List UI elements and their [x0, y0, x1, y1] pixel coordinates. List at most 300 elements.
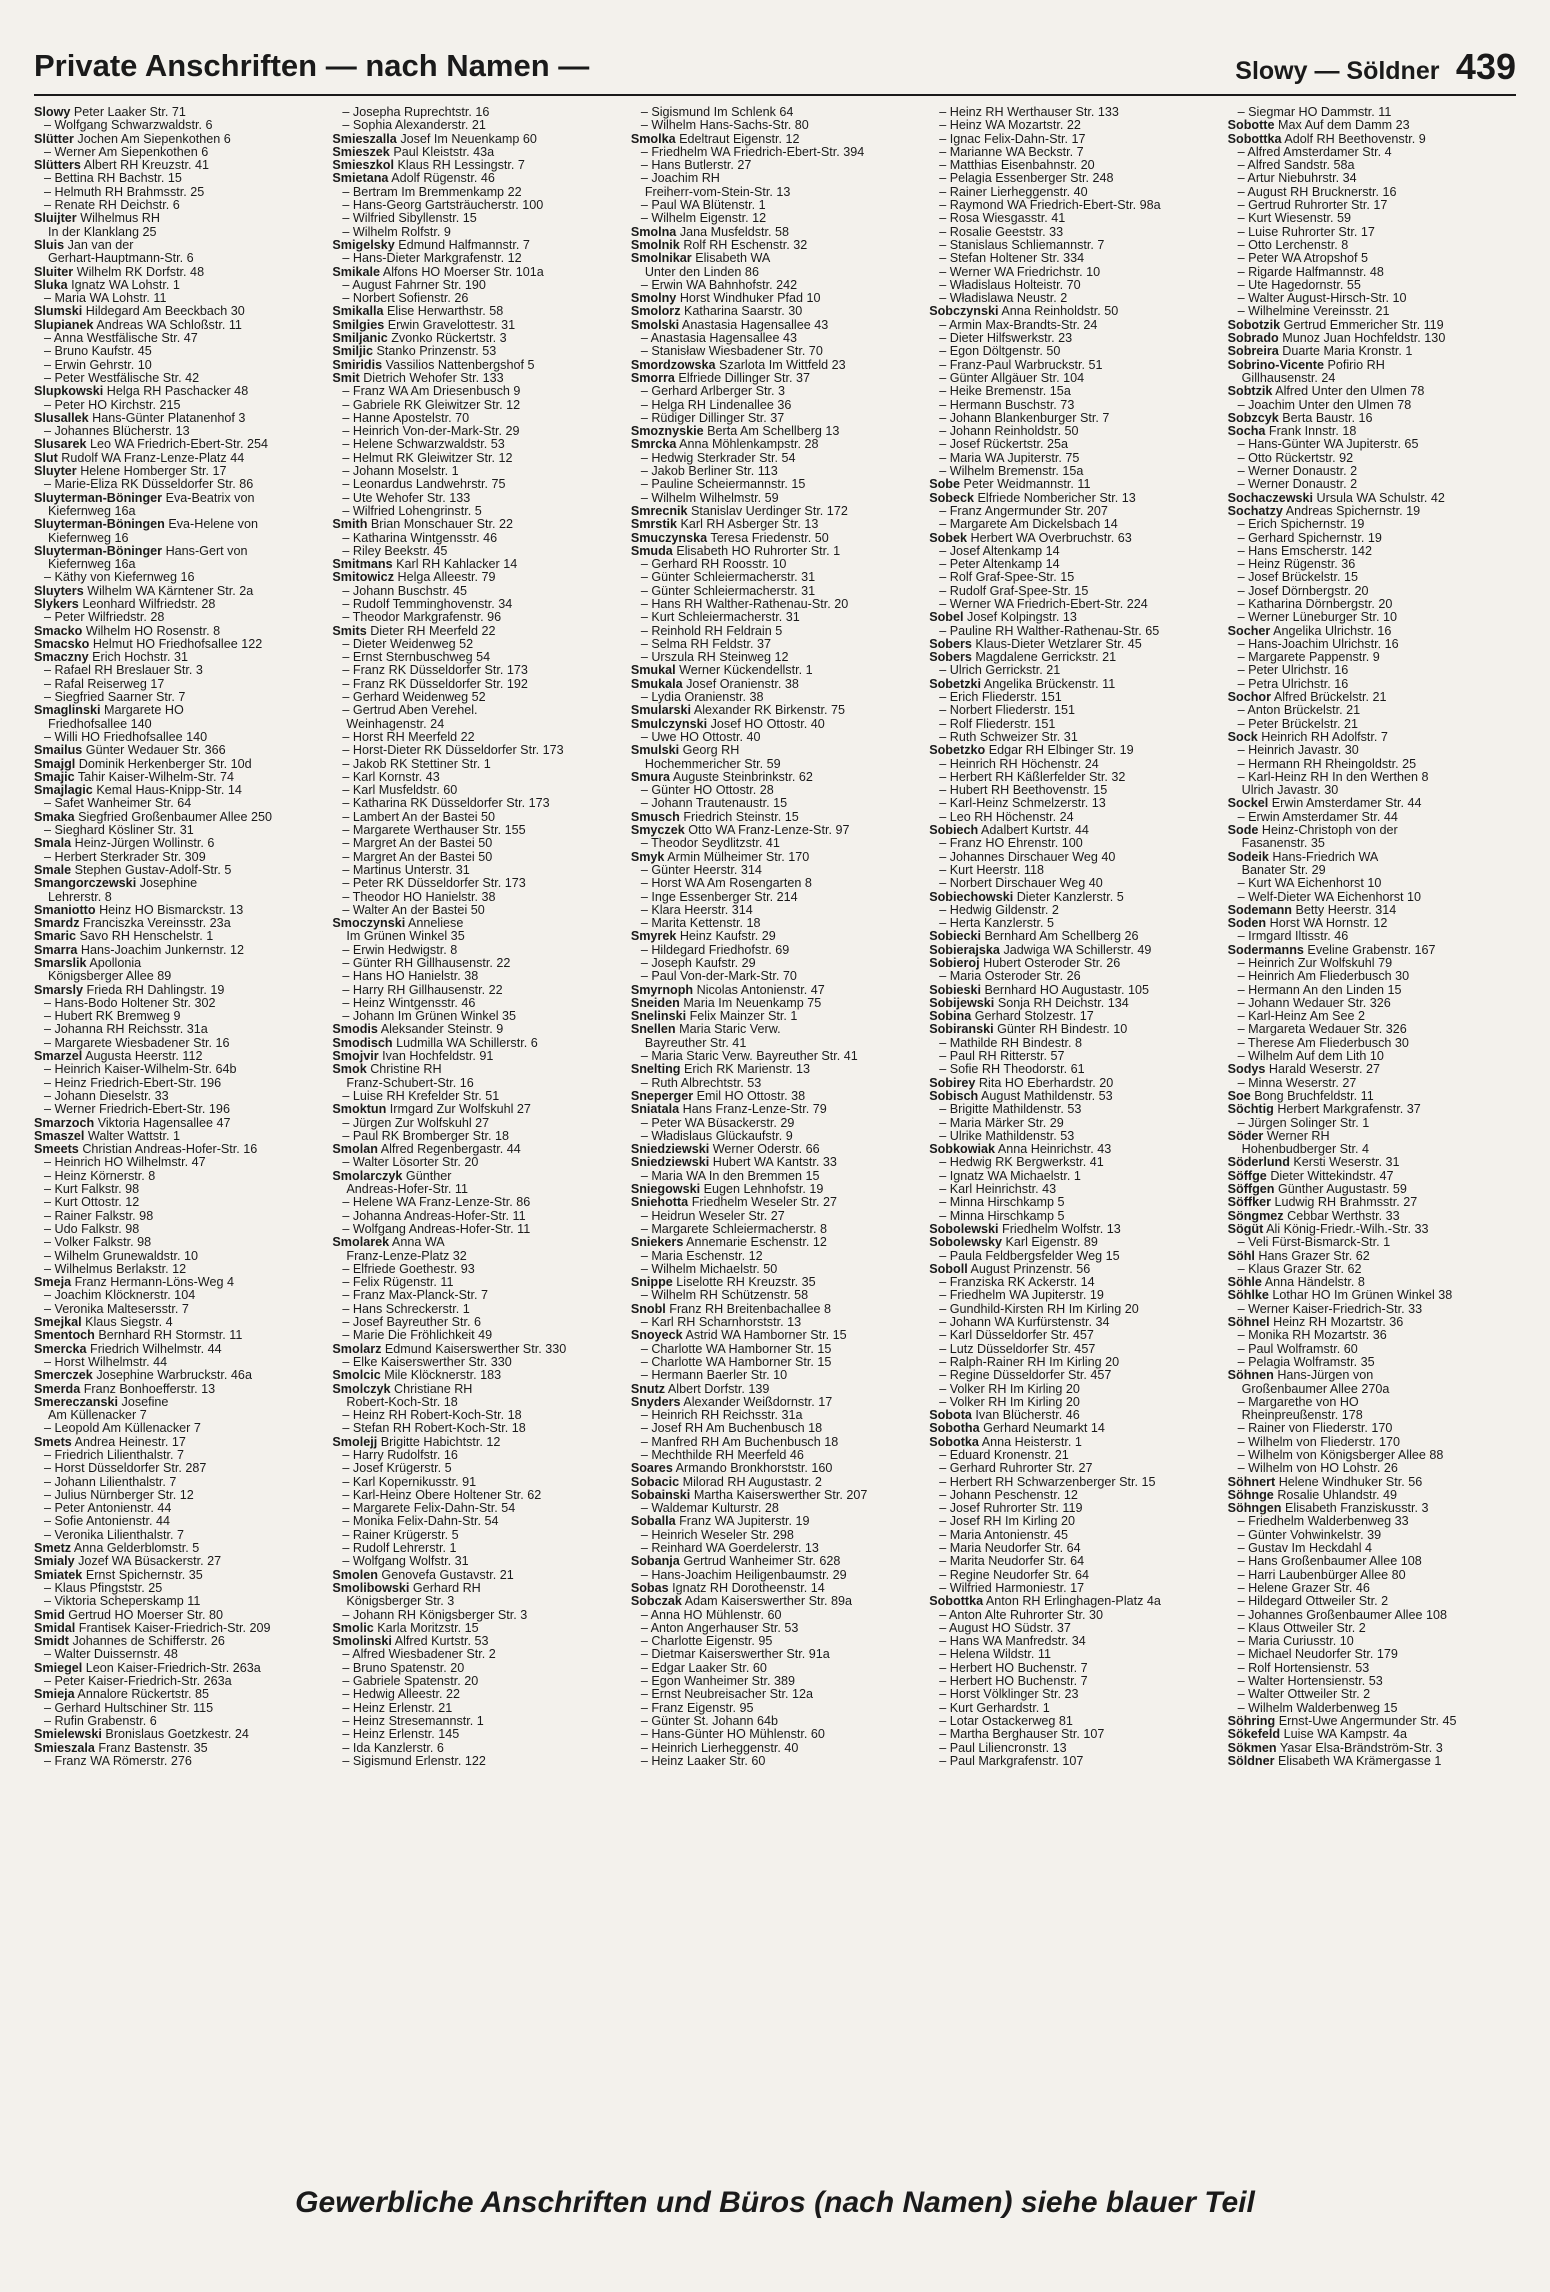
directory-entry — [332, 319, 620, 332]
directory-entry — [34, 385, 322, 398]
entry-text: – Joachim Klöcknerstr. 104 — [44, 1289, 196, 1303]
directory-entry — [1228, 1648, 1516, 1661]
entry-text: – Dieter Hilfswerkstr. 23 — [939, 332, 1073, 346]
surname: Sluiter — [34, 265, 74, 279]
column-4 — [929, 106, 1217, 2166]
surname: Sochor — [1227, 691, 1272, 705]
directory-entry — [332, 1303, 620, 1316]
directory-entry — [34, 691, 322, 704]
entry-text: – Kurt Heerstr. 118 — [939, 863, 1044, 877]
entry-text: – Leopold Am Küllenacker 7 — [44, 1422, 201, 1436]
entry-text: – Walter Ottweiler Str. 2 — [1237, 1688, 1371, 1702]
entry-text: Adolf Rügenstr. 46 — [391, 172, 495, 186]
directory-entry — [1228, 133, 1516, 146]
directory-entry — [1228, 226, 1516, 239]
directory-entry — [929, 784, 1217, 797]
entry-text: – Elke Kaiserswerther Str. 330 — [342, 1355, 512, 1369]
directory-entry — [34, 1050, 322, 1063]
entry-text: – Maria Curiusstr. 10 — [1237, 1635, 1354, 1649]
directory-entry — [34, 1542, 322, 1555]
entry-text: – Mechthilde RH Meerfeld 46 — [640, 1448, 804, 1462]
entry-text: – Wilhelm Grunewaldstr. 10 — [44, 1249, 198, 1263]
directory-entry — [34, 1343, 322, 1356]
directory-entry — [1228, 252, 1516, 265]
surname: Smarzoch — [34, 1116, 95, 1130]
entry-text: – Paula Feldbergsfelder Weg 15 — [939, 1249, 1120, 1263]
entry-text: Adolf RH Beethovenstr. 9 — [1284, 132, 1426, 146]
entry-text: – Hubert RK Bremweg 9 — [44, 1010, 181, 1024]
directory-entry — [631, 1196, 919, 1209]
directory-entry — [332, 146, 620, 159]
directory-entry — [929, 292, 1217, 305]
directory-entry — [929, 558, 1217, 571]
entry-text: – Franz HO Ehrenstr. 100 — [939, 837, 1083, 851]
directory-entry — [631, 438, 919, 451]
directory-entry — [34, 891, 322, 904]
entry-text: Anna WA — [391, 1236, 445, 1250]
entry-text: Franz Bonhoefferstr. 13 — [83, 1382, 216, 1396]
entry-text: Hans-Gert von — [165, 544, 248, 558]
surname: Sodermanns — [1227, 943, 1304, 957]
surname: Smolen — [332, 1568, 378, 1582]
directory-entry — [929, 1396, 1217, 1409]
directory-entry — [631, 146, 919, 159]
entry-text: – Gertrud Aben Verehel. — [342, 704, 478, 718]
directory-entry — [332, 811, 620, 824]
directory-entry — [332, 970, 620, 983]
entry-text: – Ulrich Gerrickstr. 21 — [939, 664, 1061, 678]
entry-text: – Rainer Krügerstr. 5 — [342, 1528, 459, 1542]
directory-entry — [1228, 106, 1516, 119]
entry-text: – Hildegard Friedhofstr. 69 — [640, 943, 790, 957]
entry-text: – Władislaus Holteistr. 70 — [939, 278, 1081, 292]
directory-entry — [631, 212, 919, 225]
directory-entry — [929, 1422, 1217, 1435]
directory-entry — [631, 930, 919, 943]
directory-entry — [929, 851, 1217, 864]
directory-entry — [1228, 332, 1516, 345]
directory-entry — [929, 691, 1217, 704]
directory-entry — [332, 585, 620, 598]
directory-entry — [332, 1462, 620, 1475]
entry-text: Ursula WA Schulstr. 42 — [1316, 491, 1445, 505]
entry-text: – Michael Neudorfer Str. 179 — [1237, 1648, 1398, 1662]
entry-text: Cebbar Werthstr. 33 — [1287, 1209, 1400, 1223]
directory-entry — [929, 305, 1217, 318]
directory-entry — [1228, 1622, 1516, 1635]
entry-text: Martha Kaiserswerther Str. 207 — [693, 1488, 868, 1502]
entry-text: Josefine — [121, 1395, 169, 1409]
entry-text: – Hans-Günter HO Mühlenstr. 60 — [640, 1728, 825, 1742]
entry-text: Stanislav Uerdinger Str. 172 — [691, 504, 848, 518]
surname: Sockel — [1227, 797, 1269, 811]
directory-entry — [1228, 718, 1516, 731]
directory-entry — [332, 1090, 620, 1103]
entry-text: Anna Gelderblomstr. 5 — [73, 1542, 200, 1556]
entry-text: – Günter Heerstr. 314 — [640, 863, 762, 877]
surname: Smyrnoph — [630, 983, 694, 997]
entry-text: – Erwin Gehrstr. 10 — [44, 358, 152, 372]
directory-entry — [34, 465, 322, 478]
surname: Sobainski — [630, 1488, 691, 1502]
directory-entry — [631, 877, 919, 890]
entry-text: – Johann Wedauer Str. 326 — [1237, 996, 1391, 1010]
entry-text: – Bruno Kaufstr. 45 — [44, 345, 152, 359]
entry-text: Annalore Rückertstr. 85 — [77, 1688, 210, 1702]
directory-entry — [332, 186, 620, 199]
directory-entry — [34, 598, 322, 611]
directory-entry — [631, 478, 919, 491]
entry-text: – Helene WA Franz-Lenze-Str. 86 — [342, 1196, 531, 1210]
page-header — [34, 30, 1516, 96]
directory-entry — [332, 930, 620, 943]
entry-text: – Johann Im Grünen Winkel 35 — [342, 1010, 517, 1024]
directory-entry — [631, 1422, 919, 1435]
entry-text: – Karl Musfeldstr. 60 — [342, 784, 458, 798]
directory-entry — [631, 784, 919, 797]
directory-entry — [1228, 518, 1516, 531]
entry-text: Unter den Linden 86 — [644, 265, 759, 279]
entry-text: – Sigismund Im Schlenk 64 — [640, 106, 794, 119]
surname: Smieszala — [34, 1741, 95, 1755]
entry-text: – Norbert Dirschauer Weg 40 — [939, 877, 1103, 891]
entry-text: – Hans Schreckerstr. 1 — [342, 1302, 470, 1316]
surname: Sobiechowski — [929, 890, 1014, 904]
directory-entry — [631, 1303, 919, 1316]
entry-text: – Kurt Ottostr. 12 — [44, 1196, 140, 1210]
directory-entry — [1228, 1409, 1516, 1422]
directory-entry — [34, 1755, 322, 1768]
surname: Smolarek — [332, 1236, 390, 1250]
directory-entry — [34, 146, 322, 159]
directory-entry — [1228, 1755, 1516, 1768]
entry-text: – Theodor HO Hanielstr. 38 — [342, 890, 496, 904]
directory-entry — [929, 797, 1217, 810]
page-title: Private Anschriften — nach Namen — — [34, 48, 590, 83]
directory-entry — [34, 984, 322, 997]
entry-text: Josephine — [139, 877, 198, 891]
directory-entry — [332, 877, 620, 890]
entry-text: Angelika Ulrichstr. 16 — [1273, 624, 1392, 638]
directory-entry — [34, 252, 322, 265]
entry-text: Bernhard HO Augustastr. 105 — [984, 983, 1150, 997]
directory-entry — [929, 359, 1217, 372]
directory-entry — [332, 1289, 620, 1302]
entry-text: – Wilhelm Hans-Sachs-Str. 80 — [640, 119, 809, 133]
entry-text: – Peter Westfälische Str. 42 — [44, 371, 200, 385]
directory-entry — [332, 1103, 620, 1116]
entry-text: Brigitte Habichtstr. 12 — [380, 1435, 501, 1449]
directory-entry — [34, 1329, 322, 1342]
entry-text: Anneliese — [408, 917, 464, 931]
directory-entry — [34, 1555, 322, 1568]
directory-entry — [1228, 1502, 1516, 1515]
entry-text: Magdalene Gerrickstr. 21 — [975, 651, 1117, 665]
surname: Sochatzy — [1227, 504, 1283, 518]
entry-text: Herbert WA Overbruchstr. 63 — [970, 531, 1132, 545]
entry-text: – Wilhelm Auf dem Lith 10 — [1237, 1050, 1384, 1064]
entry-text: Erwin Amsterdamer Str. 44 — [1271, 797, 1422, 811]
directory-entry — [34, 797, 322, 810]
entry-text: – Walter Hortensienstr. 53 — [1237, 1675, 1383, 1689]
entry-text: – Kurt Wiesenstr. 59 — [1237, 212, 1352, 226]
surname: Sodeik — [1227, 850, 1269, 864]
directory-entry — [332, 1742, 620, 1755]
directory-entry — [34, 345, 322, 358]
directory-entry — [631, 226, 919, 239]
entry-text: – Waldemar Kulturstr. 28 — [640, 1502, 779, 1516]
directory-entry — [34, 1728, 322, 1741]
directory-entry — [34, 532, 322, 545]
entry-text: Jan van der — [67, 238, 134, 252]
directory-entry — [1228, 1462, 1516, 1475]
directory-entry — [929, 1622, 1217, 1635]
directory-entry — [332, 1635, 620, 1648]
directory-entry — [34, 212, 322, 225]
directory-entry — [1228, 438, 1516, 451]
directory-entry — [34, 239, 322, 252]
directory-entry — [34, 159, 322, 172]
entry-text: – Wilhelm Eigenstr. 12 — [640, 212, 767, 226]
directory-entry — [332, 266, 620, 279]
entry-text: – Paul RK Bromberger Str. 18 — [342, 1129, 510, 1143]
entry-text: – Hedwig Sterkrader Str. 54 — [640, 451, 796, 465]
directory-entry — [631, 385, 919, 398]
directory-entry — [332, 1755, 620, 1768]
directory-entry — [1228, 837, 1516, 850]
surname: Sobzcyk — [1227, 411, 1279, 425]
entry-text: Bernhard Am Schellberg 26 — [984, 930, 1139, 944]
directory-entry — [332, 1263, 620, 1276]
entry-text: – Alfred Sandstr. 58a — [1237, 159, 1355, 173]
directory-entry — [34, 1276, 322, 1289]
directory-entry — [332, 106, 620, 119]
entry-text: – Joseph Kaufstr. 29 — [640, 957, 756, 970]
directory-entry — [631, 279, 919, 292]
directory-entry — [34, 305, 322, 318]
surname: Sobek — [929, 531, 968, 545]
surname: Sobotha — [929, 1422, 980, 1436]
directory-entry — [631, 1103, 919, 1116]
entry-text: – Sigismund Erlenstr. 122 — [342, 1754, 486, 1768]
directory-entry — [34, 1170, 322, 1183]
entry-text: – Bruno Spatenstr. 20 — [342, 1661, 465, 1675]
entry-text: Bayreuther Str. 41 — [644, 1036, 747, 1050]
entry-text: – Rafal Reiserweg 17 — [44, 677, 165, 691]
entry-text: Betty Heerstr. 314 — [1295, 903, 1397, 917]
page-range-and-number — [1235, 46, 1516, 88]
entry-text: – Josef Krügerstr. 5 — [342, 1462, 452, 1476]
surname: Sobota — [929, 1409, 972, 1423]
directory-entry — [1228, 305, 1516, 318]
entry-text: – Riley Beekstr. 45 — [342, 544, 448, 558]
entry-text: Gertrud Emmericher Str. 119 — [1283, 318, 1444, 332]
surname: Sobe — [929, 478, 961, 492]
entry-text: Heinrich RH Adolfstr. 7 — [1261, 730, 1388, 744]
entry-text: – Rudolf Temminghovenstr. 34 — [342, 597, 513, 611]
entry-text: – Regine Neudorfer Str. 64 — [939, 1568, 1090, 1582]
surname: Sochaczewski — [1227, 491, 1314, 505]
directory-entry — [631, 1609, 919, 1622]
directory-entry — [332, 1023, 620, 1036]
entry-text: Stanko Prinzenstr. 53 — [376, 345, 497, 359]
entry-text: Hans Grazer Str. 62 — [1258, 1249, 1370, 1263]
directory-entry — [631, 1050, 919, 1063]
directory-entry — [34, 784, 322, 797]
directory-entry — [929, 1183, 1217, 1196]
entry-text: Hans-Jürgen von — [1277, 1369, 1374, 1383]
entry-text: – Heinrich RH Höchenstr. 24 — [939, 757, 1099, 771]
surname: Smuczynska — [630, 531, 708, 545]
directory-entry — [332, 1236, 620, 1249]
entry-text: – Elfriede Goethestr. 93 — [342, 1262, 475, 1276]
directory-entry — [929, 1529, 1217, 1542]
entry-text: – Hedwig Gildenstr. 2 — [939, 903, 1059, 917]
entry-text: – Irmgard Iltisstr. 46 — [1237, 930, 1349, 944]
surname: Smitmans — [332, 558, 393, 572]
surname: Smieszek — [332, 145, 390, 159]
entry-text: – Margarete Pappenstr. 9 — [1237, 651, 1380, 665]
entry-text: – Veli Fürst-Bismarck-Str. 1 — [1237, 1236, 1391, 1250]
entry-text: Karl RH Asberger Str. 13 — [680, 518, 819, 532]
directory-entry — [929, 1742, 1217, 1755]
entry-text: Berta Baustr. 16 — [1282, 411, 1373, 425]
entry-text: Günther — [405, 1169, 452, 1183]
directory-entry — [332, 984, 620, 997]
surname: Sobierajska — [929, 943, 1000, 957]
directory-entry — [929, 1156, 1217, 1169]
entry-text: Franz-Lenze-Platz 32 — [346, 1249, 467, 1263]
directory-entry — [332, 1436, 620, 1449]
surname: Slusallek — [34, 411, 89, 425]
entry-text: – Inge Essenberger Str. 214 — [640, 890, 798, 904]
entry-text: – Marianne WA Beckstr. 7 — [939, 145, 1084, 159]
entry-text: – Bettina RH Bachstr. 15 — [44, 172, 182, 186]
directory-entry — [34, 1449, 322, 1462]
directory-entry — [1228, 1103, 1516, 1116]
directory-entry — [1228, 1702, 1516, 1715]
entry-text: Hans-Friedrich WA — [1272, 850, 1379, 864]
directory-entry — [929, 1755, 1217, 1768]
entry-text: – Willi HO Friedhofsallee 140 — [44, 730, 208, 744]
directory-entry — [332, 1276, 620, 1289]
directory-entry — [929, 651, 1217, 664]
entry-text: – Rolf Fliederstr. 151 — [939, 717, 1056, 731]
directory-entry — [929, 930, 1217, 943]
entry-text: Katharina Saarstr. 30 — [684, 305, 803, 319]
directory-entry — [34, 1210, 322, 1223]
entry-text: – Anna Westfälische Str. 47 — [44, 332, 198, 346]
entry-text: Maria Im Neuenkamp 75 — [683, 996, 822, 1010]
entry-text: Alfons HO Moerser Str. 101a — [382, 265, 544, 279]
directory-entry — [929, 1289, 1217, 1302]
directory-entry — [1228, 664, 1516, 677]
directory-entry — [34, 438, 322, 451]
entry-text: – Hanne Apostelstr. 70 — [342, 411, 470, 425]
surname: Söhlke — [1227, 1289, 1269, 1303]
entry-text: – Margarete Felix-Dahn-Str. 54 — [342, 1502, 516, 1516]
surname: Söder — [1227, 1129, 1264, 1143]
entry-text: – Norbert Sofienstr. 26 — [342, 292, 469, 306]
surname: Sodys — [1227, 1063, 1266, 1077]
entry-text: – Reinhold RH Feldrain 5 — [640, 624, 783, 638]
entry-text: – Hans-Joachim Heiligenbaumstr. 29 — [640, 1568, 847, 1582]
entry-text: – Margareta Wedauer Str. 326 — [1237, 1023, 1407, 1037]
entry-text: Gertrud HO Moerser Str. 80 — [68, 1608, 223, 1622]
entry-text: – Kurt Falkstr. 98 — [44, 1183, 140, 1197]
directory-entry — [929, 252, 1217, 265]
directory-entry — [332, 904, 620, 917]
entry-text: Albert RH Kreuzstr. 41 — [83, 159, 209, 173]
entry-text: Elisabeth HO Ruhrorter Str. 1 — [676, 544, 841, 558]
directory-entry — [34, 1422, 322, 1435]
directory-entry — [631, 625, 919, 638]
entry-text: – Helene Schwarzwaldstr. 53 — [342, 438, 505, 452]
surname: Smets — [34, 1435, 72, 1449]
directory-entry — [34, 824, 322, 837]
directory-entry — [1228, 744, 1516, 757]
directory-entry — [631, 571, 919, 584]
entry-text: – Paul Liliencronstr. 13 — [939, 1741, 1067, 1755]
directory-entry — [1228, 891, 1516, 904]
entry-text: – Josef Brückelstr. 15 — [1237, 571, 1359, 585]
directory-entry — [1228, 1356, 1516, 1369]
directory-entry — [332, 252, 620, 265]
entry-text: – Uwe HO Ottostr. 40 — [640, 730, 761, 744]
directory-entry — [332, 718, 620, 731]
surname: Söhnel — [1227, 1316, 1270, 1330]
entry-text: – Günter HO Ottostr. 28 — [640, 784, 774, 798]
entry-text: Bronislaus Goetzkestr. 24 — [105, 1728, 249, 1742]
directory-entry — [332, 784, 620, 797]
directory-entry — [631, 1023, 919, 1036]
entry-text: Andreas WA Schloßstr. 11 — [96, 318, 242, 332]
entry-text: – Lydia Oranienstr. 38 — [640, 691, 764, 705]
directory-entry — [34, 1582, 322, 1595]
directory-entry — [34, 1595, 322, 1608]
entry-text: – Werner Kaiser-Friedrich-Str. 33 — [1237, 1302, 1423, 1316]
directory-entry — [929, 1502, 1217, 1515]
entry-text: Königsberger Str. 3 — [346, 1595, 455, 1609]
entry-text: Emil HO Ottostr. 38 — [696, 1089, 806, 1103]
entry-text: Eva-Helene von — [168, 518, 258, 532]
directory-entry — [332, 399, 620, 412]
entry-text: – Charlotte WA Hamborner Str. 15 — [640, 1342, 832, 1356]
directory-entry — [1228, 1662, 1516, 1675]
directory-entry — [631, 1156, 919, 1169]
surname: Söchtig — [1227, 1103, 1274, 1117]
entry-text: – Manfred RH Am Buchenbusch 18 — [640, 1435, 839, 1449]
surname: Smolejj — [332, 1435, 378, 1449]
directory-entry — [631, 771, 919, 784]
entry-text: Ernst-Uwe Angermunder Str. 45 — [1278, 1714, 1457, 1728]
directory-entry — [929, 811, 1217, 824]
directory-entry — [1228, 1063, 1516, 1076]
entry-text: – Ernst Neubreisacher Str. 12a — [640, 1688, 814, 1702]
directory-entry — [929, 1569, 1217, 1582]
entry-text: – Rolf Hortensienstr. 53 — [1237, 1661, 1370, 1675]
entry-text: – Erwin Amsterdamer Str. 44 — [1237, 810, 1398, 824]
directory-entry — [332, 744, 620, 757]
entry-text: – Maria Märker Str. 29 — [939, 1116, 1064, 1130]
entry-text: Alfred Unter den Ulmen 78 — [1275, 385, 1425, 399]
entry-text: – Paul Wolframstr. 60 — [1237, 1342, 1358, 1356]
surname: Smoznyskie — [630, 425, 704, 439]
entry-text: – Heinrich Zur Wolfskuhl 79 — [1237, 957, 1393, 970]
directory-entry — [332, 1502, 620, 1515]
entry-text: Königsberger Allee 89 — [48, 970, 172, 984]
directory-entry — [929, 758, 1217, 771]
